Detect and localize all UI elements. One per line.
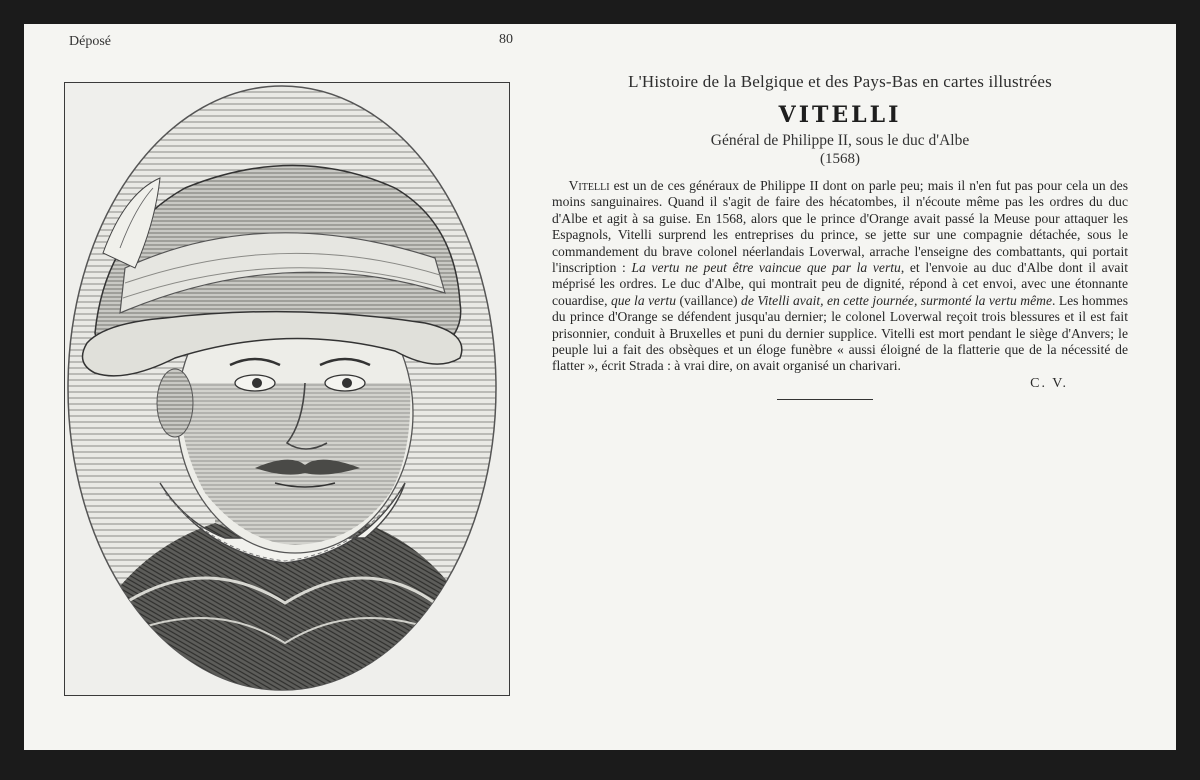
quote-segment: que la vertu (610, 292, 676, 308)
signature: C. V. (1030, 375, 1068, 391)
depose-label: Déposé (69, 34, 111, 49)
text-column (552, 72, 1128, 400)
divider-rule (777, 399, 873, 401)
series-title: L'Histoire de la Belgique et des Pays-Bas en cartes illustrées (628, 72, 1052, 91)
page-title: VITELLI (778, 102, 902, 128)
quote-segment: La vertu ne peut être vaincue que par la vertu (631, 260, 901, 276)
text-segment: (vaillance) (676, 292, 742, 308)
subtitle: Général de Philippe II, sous le duc d'Albe (710, 132, 970, 149)
quote-segment: de Vitelli avait, en cette journée, surmonté la vertu même (741, 292, 1052, 308)
card-number: 80 (499, 32, 513, 47)
postcard (24, 24, 1176, 750)
text-segment: . Les hommes du prince d'Orange se défendent jusqu'au dernier; le colonel Loverwal reçoit trois blessures et il est fait prisonnier, conduit à Bruxelles et puni du dernier supplice. Vitelli est mort pendant le siège d'Anvers; le peuple lui a fait des obsèques et un éloge funèbre « aussi éloigné de la flatterie que de la nécessité de flatter », écrit Strada : à vrai dire, on avait organisé un charivari. (552, 292, 1128, 374)
portrait-frame (64, 82, 510, 696)
text-segment: est un de ces généraux de Philippe II dont on parle peu; mais il n'en fut pas pour cela un des moins sanguinaires. Quand il s'agit de faire des hécatombes, il n'écoute même pas les ordres du duc d'Albe et agit à sa guise. En 1568, alors que le prince d'Orange avait passé la Meuse pour attaquer les Espagnols, Vitelli surprend les entreprises du prince, se jette sur une compagnie détachée, sous le commandement du brave colonel néerlandais Loverwal, arrache l'enseigne des combattants, qui portait l'inscription : (552, 178, 1128, 276)
year: (1568) (820, 151, 860, 167)
biography-paragraph (552, 178, 1128, 375)
text-segment: , et l'envoie au duc d'Albe dont il avait méprisé les ordres. Le duc d'Albe, qui montrait peu de dignité, répond à cet envoi, avec une étonnante couardise, (552, 260, 1128, 308)
portrait-engraving (65, 83, 508, 694)
name-smallcaps: Vitelli (568, 178, 610, 193)
